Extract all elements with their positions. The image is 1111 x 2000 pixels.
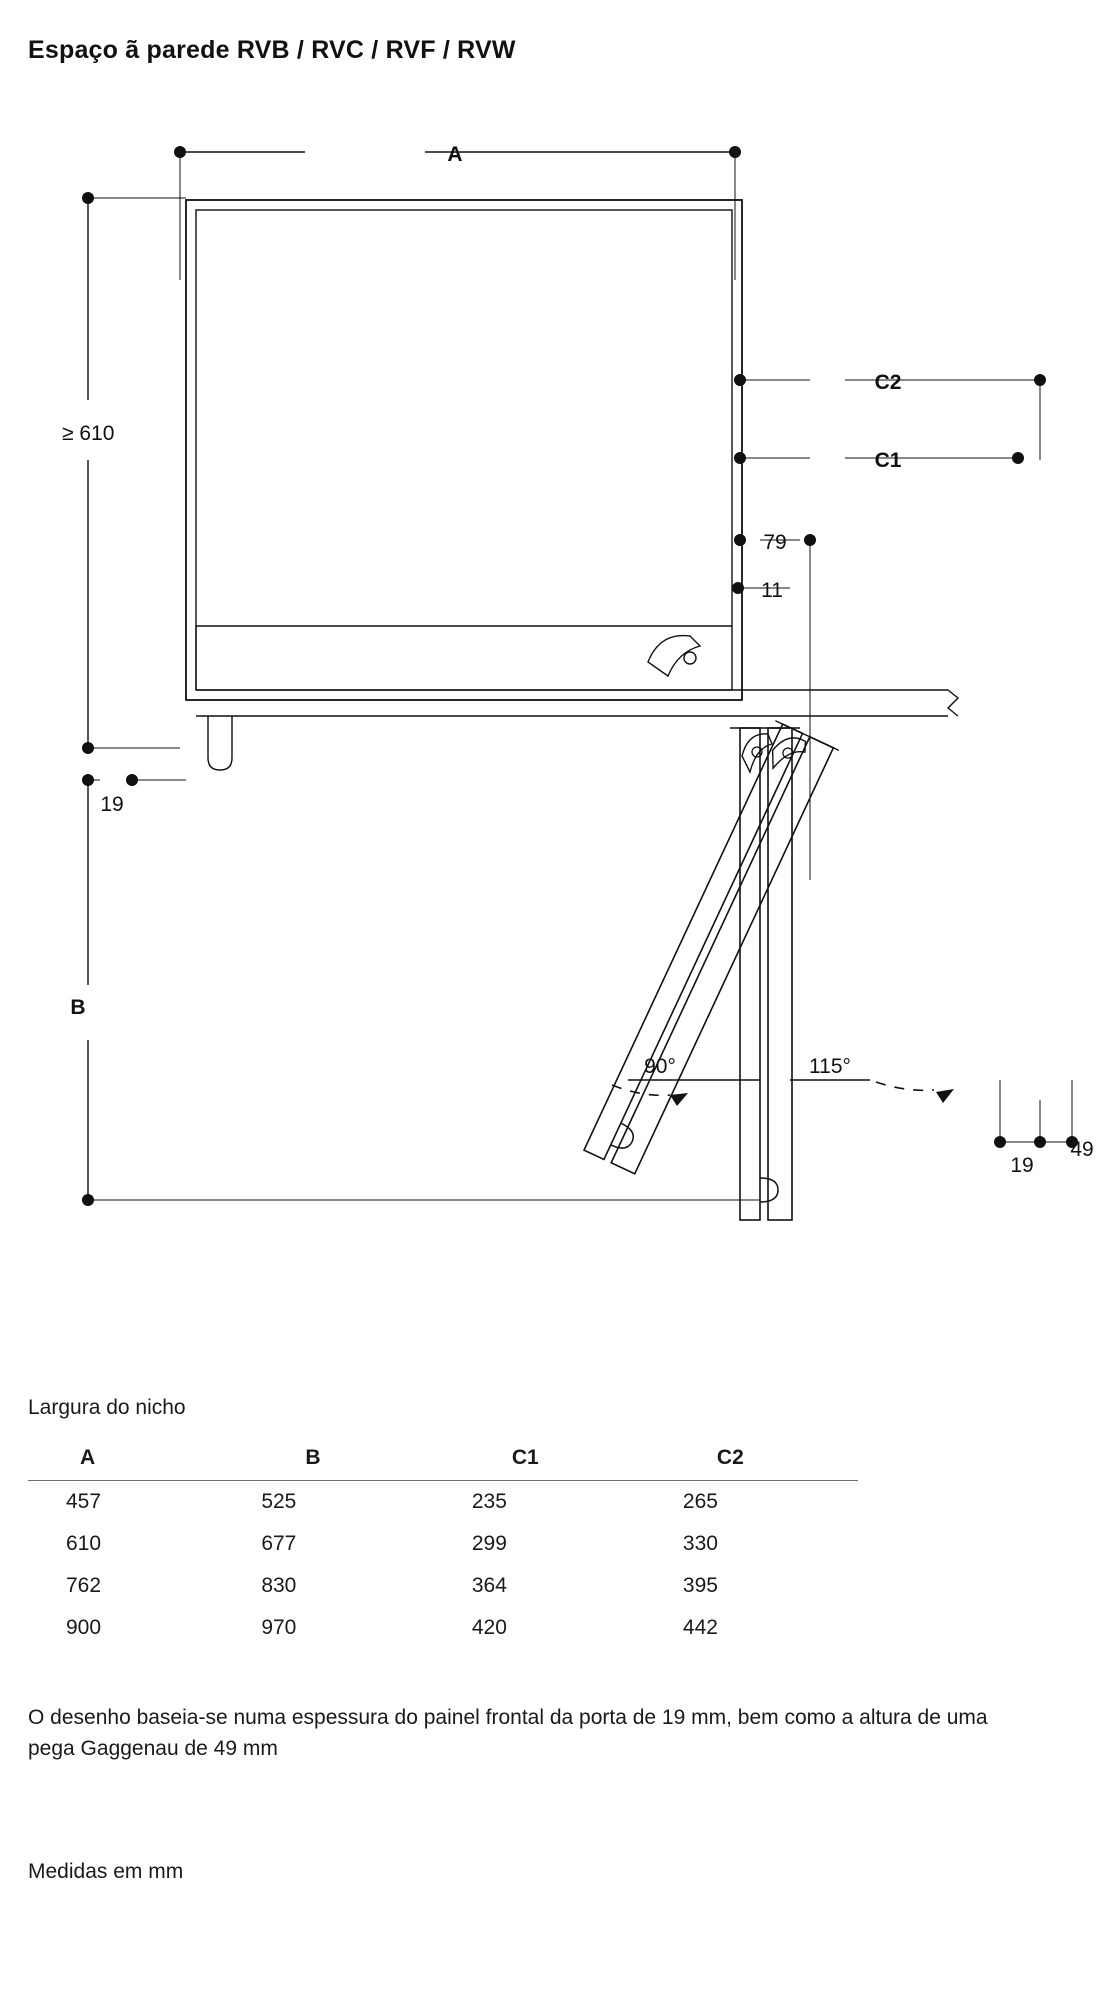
table-row	[28, 1565, 858, 1607]
table-row	[28, 1523, 858, 1565]
dim-label-min-height: ≥ 610	[62, 422, 115, 445]
units-note: Medidas em mm	[28, 1860, 184, 1883]
table-cell-b: 677	[261, 1532, 297, 1555]
table-caption: Largura do nicho	[28, 1396, 186, 1419]
table-header-a: A	[28, 1440, 233, 1481]
dim-label-c1: C1	[874, 449, 902, 472]
dim-label-11: 11	[761, 579, 783, 602]
dim-label-19-left: 19	[100, 793, 124, 816]
table-header-b: B	[233, 1440, 464, 1481]
page-title: Espaço ã parede RVB / RVC / RVF / RVW	[28, 36, 516, 64]
table-cell-a: 900	[66, 1616, 102, 1639]
table-cell-c2: 395	[682, 1574, 718, 1597]
table-cell-a: 762	[66, 1574, 102, 1597]
table-cell-c2: 330	[682, 1532, 718, 1555]
dim-label-79: 79	[763, 531, 787, 554]
dim-label-angle-90: 90°	[644, 1055, 676, 1078]
table-cell-c1: 235	[471, 1490, 507, 1513]
table-row	[28, 1481, 858, 1524]
dim-label-49: 49	[1070, 1138, 1094, 1161]
table-cell-b: 970	[261, 1616, 297, 1639]
technical-drawing	[0, 80, 1111, 1370]
table-header-c2: C2	[667, 1440, 858, 1481]
table-cell-c2: 442	[682, 1616, 718, 1639]
dim-label-b: B	[70, 996, 86, 1019]
table-cell-b: 525	[261, 1490, 297, 1513]
table-cell-a: 610	[66, 1532, 102, 1555]
table-cell-c1: 420	[471, 1616, 507, 1639]
table-cell-b: 830	[261, 1574, 297, 1597]
table-cell-c1: 364	[471, 1574, 507, 1597]
dim-label-a: A	[447, 143, 463, 166]
table-row	[28, 1607, 858, 1649]
table-cell-a: 457	[66, 1490, 102, 1513]
drawing-note: O desenho baseia-se numa espessura do painel frontal da porta de 19 mm, bem como a altura de uma pega Gaggenau de 49 mm	[28, 1706, 988, 1760]
dim-label-19-bottom: 19	[1010, 1154, 1034, 1177]
dim-label-angle-115: 115°	[809, 1055, 851, 1078]
table-header-row	[28, 1440, 858, 1481]
table-cell-c2: 265	[682, 1490, 718, 1513]
dimensions-table	[28, 1440, 858, 1649]
table-cell-c1: 299	[471, 1532, 507, 1555]
dim-label-c2: C2	[874, 371, 902, 394]
table-header-c1: C1	[464, 1440, 667, 1481]
